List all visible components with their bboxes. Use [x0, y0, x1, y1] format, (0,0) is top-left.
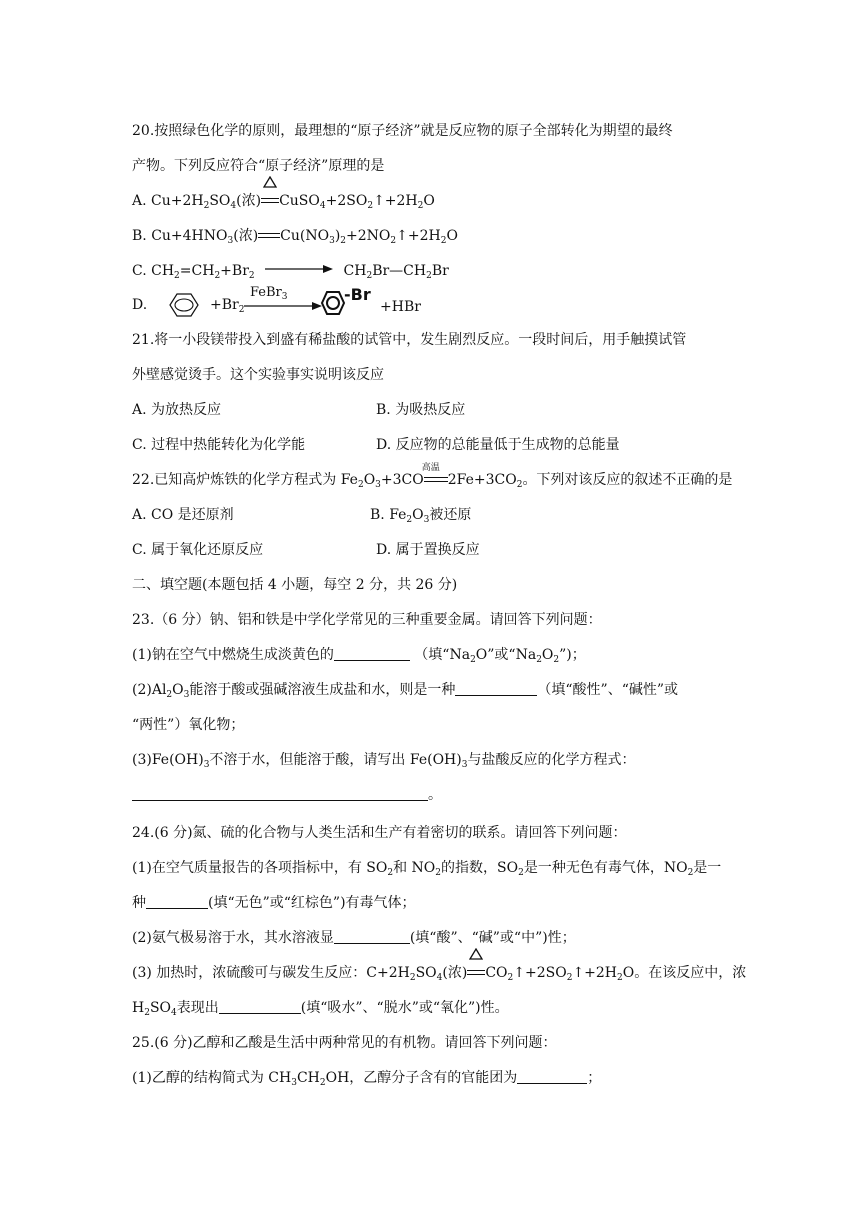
q24-part3: (3) 加热时，浓硫酸可与碳发生反应：$C+2H_2SO_4$(浓) $CO_2↑+2SO_2↑+2H_2O$。在该反应中，浓 [132, 964, 746, 982]
heat-condition-symbol [261, 192, 279, 206]
q24-part2: (2)氨气极易溶于水，其水溶液显 (填“酸”、“碱”或“中”)性； [132, 930, 576, 946]
q25-stem: 25.(6 分)乙醇和乙酸是生活中两种常见的有机物。请回答下列问题： [132, 1035, 557, 1051]
q24-blank-1[interactable] [146, 894, 208, 909]
q21-option-d: D. 反应物的总能量低于生成物的总能量 [376, 437, 620, 453]
q23-blank-2[interactable] [455, 681, 537, 696]
q24-blank-2[interactable] [334, 929, 410, 944]
q22-option-b: B. $Fe_2O_3$被还原 [370, 507, 472, 525]
q21-option-a: A. 为放热反应 [132, 402, 222, 418]
q22-option-d: D. 属于置换反应 [376, 542, 480, 558]
q23-blank-3[interactable] [132, 786, 428, 801]
q21-option-c: C. 过程中热能转化为化学能 [132, 437, 306, 453]
q20-option-a: A. $Cu+2H_2SO_4$(浓) $CuSO_4+2SO_2↑+2H_2O$ [132, 192, 435, 210]
q23-part2: $(2)Al_2O_3$能溶于酸或强碱溶液生成盐和水，则是一种 （填“酸性”、“碱性”或 [132, 682, 679, 700]
q23-stem: 23.（6 分）钠、铝和铁是中学化学常见的三种重要金属。请回答下列问题： [132, 612, 602, 628]
q25-blank-1[interactable] [517, 1069, 587, 1084]
q22-option-a: A. CO 是还原剂 [132, 507, 234, 523]
q20-option-b: B. $Cu+4HNO_3$(浓) $Cu(NO_3)_2+2NO_2↑+2H_2O$ [132, 228, 458, 246]
q24-part1: (1)在空气质量报告的各项指标中，有 $SO_2$和 $NO_2$的指数，$SO_2$是一种无色有毒气体，$NO_2$是一 [132, 860, 722, 878]
q24-part3-line2: $H_2SO_4$表现出 (填“吸水”、“脱水”或“氧化”)性。 [132, 1000, 509, 1018]
q21-stem-line1: 21.将一小段镁带投入到盛有稀盐酸的试管中，发生剧烈反应。一段时间后，用手触摸试管 [132, 332, 687, 348]
q25-part1: (1)乙醇的结构简式为 $CH_3CH_2OH$，乙醇分子含有的官能团为 ； [132, 1070, 602, 1088]
q23-part3-answer: 。 [132, 786, 442, 804]
high-temp-condition-symbol: 高温 [424, 471, 448, 485]
reaction-arrow [259, 262, 339, 276]
q24-blank-3[interactable] [219, 999, 301, 1014]
catalyst-label: FeBr$_3$ [250, 285, 288, 302]
q20-stem-line1: 20.按照绿色化学的原则，最理想的“原子经济”就是反应物的原子全部转化为期望的最终 [132, 123, 673, 139]
benzene-ring-icon [162, 290, 206, 320]
q22-option-c: C. 属于氧化还原反应 [132, 542, 264, 558]
heat-triangle-icon [469, 948, 483, 960]
q23-part3: $(3)Fe(OH)_3$不溶于水，但能溶于酸，请写出 $Fe(OH)_3$与盐酸反应的化学方程式： [132, 752, 636, 770]
section-heading: 二、填空题(本题包括 4 小题，每空 2 分，共 26 分) [132, 577, 458, 593]
heat-condition-symbol [467, 964, 485, 978]
equal-sign-symbol [258, 227, 280, 241]
q22-stem: 22.已知高炉炼铁的化学方程式为 $Fe_2O_3+3CO$ 高温 $2Fe+3CO_2$。下列对该反应的叙述不正确的是 [132, 463, 733, 490]
q24-part1-line2: 种 (填“无色”或“红棕色”)有毒气体； [132, 895, 416, 911]
q20-stem-line2: 产物。下列反应符合“原子经济”原理的是 [132, 158, 385, 174]
q23-part1: (1)钠在空气中燃烧生成淡黄色的 （填“$Na_2O$”或“$Na_2O_2$”)； [132, 647, 586, 665]
q24-stem: 24.(6 分)氮、硫的化合物与人类生活和生产有着密切的联系。请回答下列问题： [132, 825, 627, 841]
q21-option-b: B. 为吸热反应 [376, 402, 466, 418]
q23-part2-line2: “两性”）氧化物； [132, 717, 245, 733]
q20-option-c: C. $CH_2=CH_2+Br_2$ $CH_2Br—CH_2Br$ [132, 263, 449, 281]
q21-stem-line2: 外壁感觉烫手。这个实验事实说明该反应 [132, 367, 384, 383]
heat-triangle-icon [263, 176, 277, 188]
q23-blank-1[interactable] [334, 646, 410, 661]
right-arrow-icon [240, 300, 326, 312]
right-arrow-icon [259, 262, 339, 276]
bromine-substituent: -Br [344, 285, 371, 304]
